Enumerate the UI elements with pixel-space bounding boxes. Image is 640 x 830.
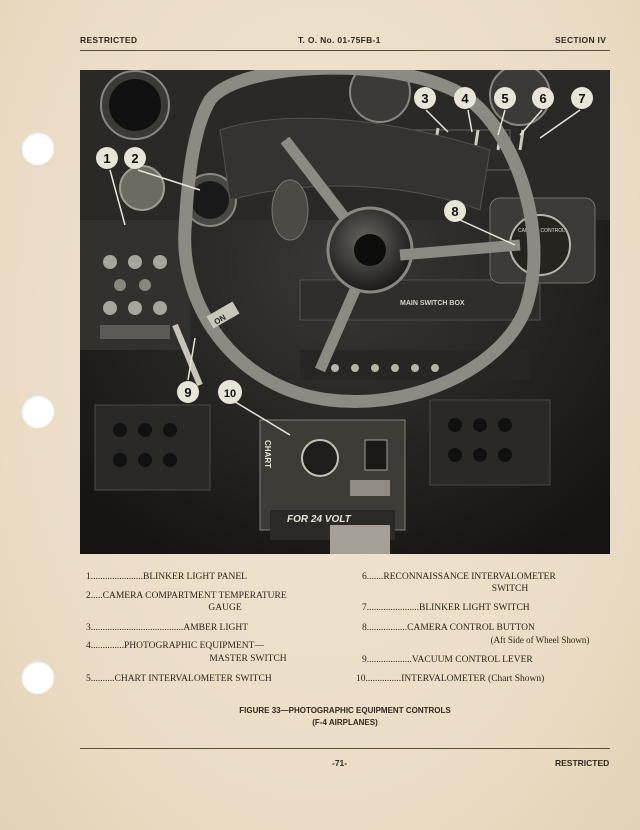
on-label: ON [212,312,228,327]
cockpit-illustration [80,70,610,554]
legend-item-2: 2.....CAMERA COMPARTMENT TEMPERATURE [86,591,287,601]
chart-label: CHART [263,440,272,468]
legend-item-4: 4..............PHOTOGRAPHIC EQUIPMENT— [86,641,264,651]
footer-right: RESTRICTED [555,758,610,768]
for-24-volt-label: FOR 24 VOLT [287,514,351,525]
svg-text:2: 2 [131,151,139,166]
legend-item-4-cont: MASTER SWITCH [209,654,287,664]
punch-hole-bottom [21,661,54,694]
callout-4 [454,87,476,109]
legend-item-6: 6.......RECONNAISSANCE INTERVALOMETER [362,572,556,582]
callout-10 [218,380,242,404]
svg-text:1: 1 [103,151,111,166]
legend-item-7: 7......................BLINKER LIGHT SWITCH [362,603,530,613]
callout-3 [414,87,436,109]
svg-text:3: 3 [421,91,429,106]
svg-text:7: 7 [578,91,586,106]
callout-5 [494,87,516,109]
legend-item-10: 10...............INTERVALOMETER (Chart Shown) [356,674,545,684]
callout-6 [532,87,554,109]
svg-text:6: 6 [539,91,547,106]
legend-item-8-cont: (Aft Side of Wheel Shown) [490,635,590,645]
cockpit-photograph [80,70,610,554]
legend-item-2-cont: GAUGE [208,603,242,613]
camera-control-label: CAMERA CONTROL [518,228,565,234]
legend-item-6-cont: SWITCH [491,584,529,594]
main-switch-box-label: MAIN SWITCH BOX [400,300,465,307]
punch-hole-top [21,132,54,165]
header-center: T. O. No. 01-75FB-1 [298,35,381,45]
legend-item-5: 5..........CHART INTERVALOMETER SWITCH [86,674,272,684]
punch-hole-middle [21,395,54,428]
callout-1 [96,147,118,169]
header-left: RESTRICTED [80,35,138,45]
callout-8 [444,200,466,222]
svg-text:9: 9 [184,385,192,400]
figure-caption-title: FIGURE 33—PHOTOGRAPHIC EQUIPMENT CONTROLS [239,706,451,715]
legend-item-8: 8.................CAMERA CONTROL BUTTON [362,623,535,633]
callout-2 [124,147,146,169]
callout-7 [571,87,593,109]
legend-item-9: 9...................VACUUM CONTROL LEVER [362,655,533,665]
svg-text:8: 8 [451,204,459,219]
legend-item-3: 3.......................................AMBER LIGHT [86,623,249,633]
svg-text:10: 10 [223,388,237,400]
svg-text:5: 5 [501,91,509,106]
header-rule [80,50,610,51]
legend-item-1: 1......................BLINKER LIGHT PANEL [86,572,247,582]
footer-rule [80,748,610,749]
svg-text:4: 4 [461,91,469,106]
figure-caption-subtitle: (F-4 AIRPLANES) [312,718,378,727]
callout-9 [177,381,199,403]
header-right: SECTION IV [555,35,607,45]
page-number: -71- [332,758,348,768]
